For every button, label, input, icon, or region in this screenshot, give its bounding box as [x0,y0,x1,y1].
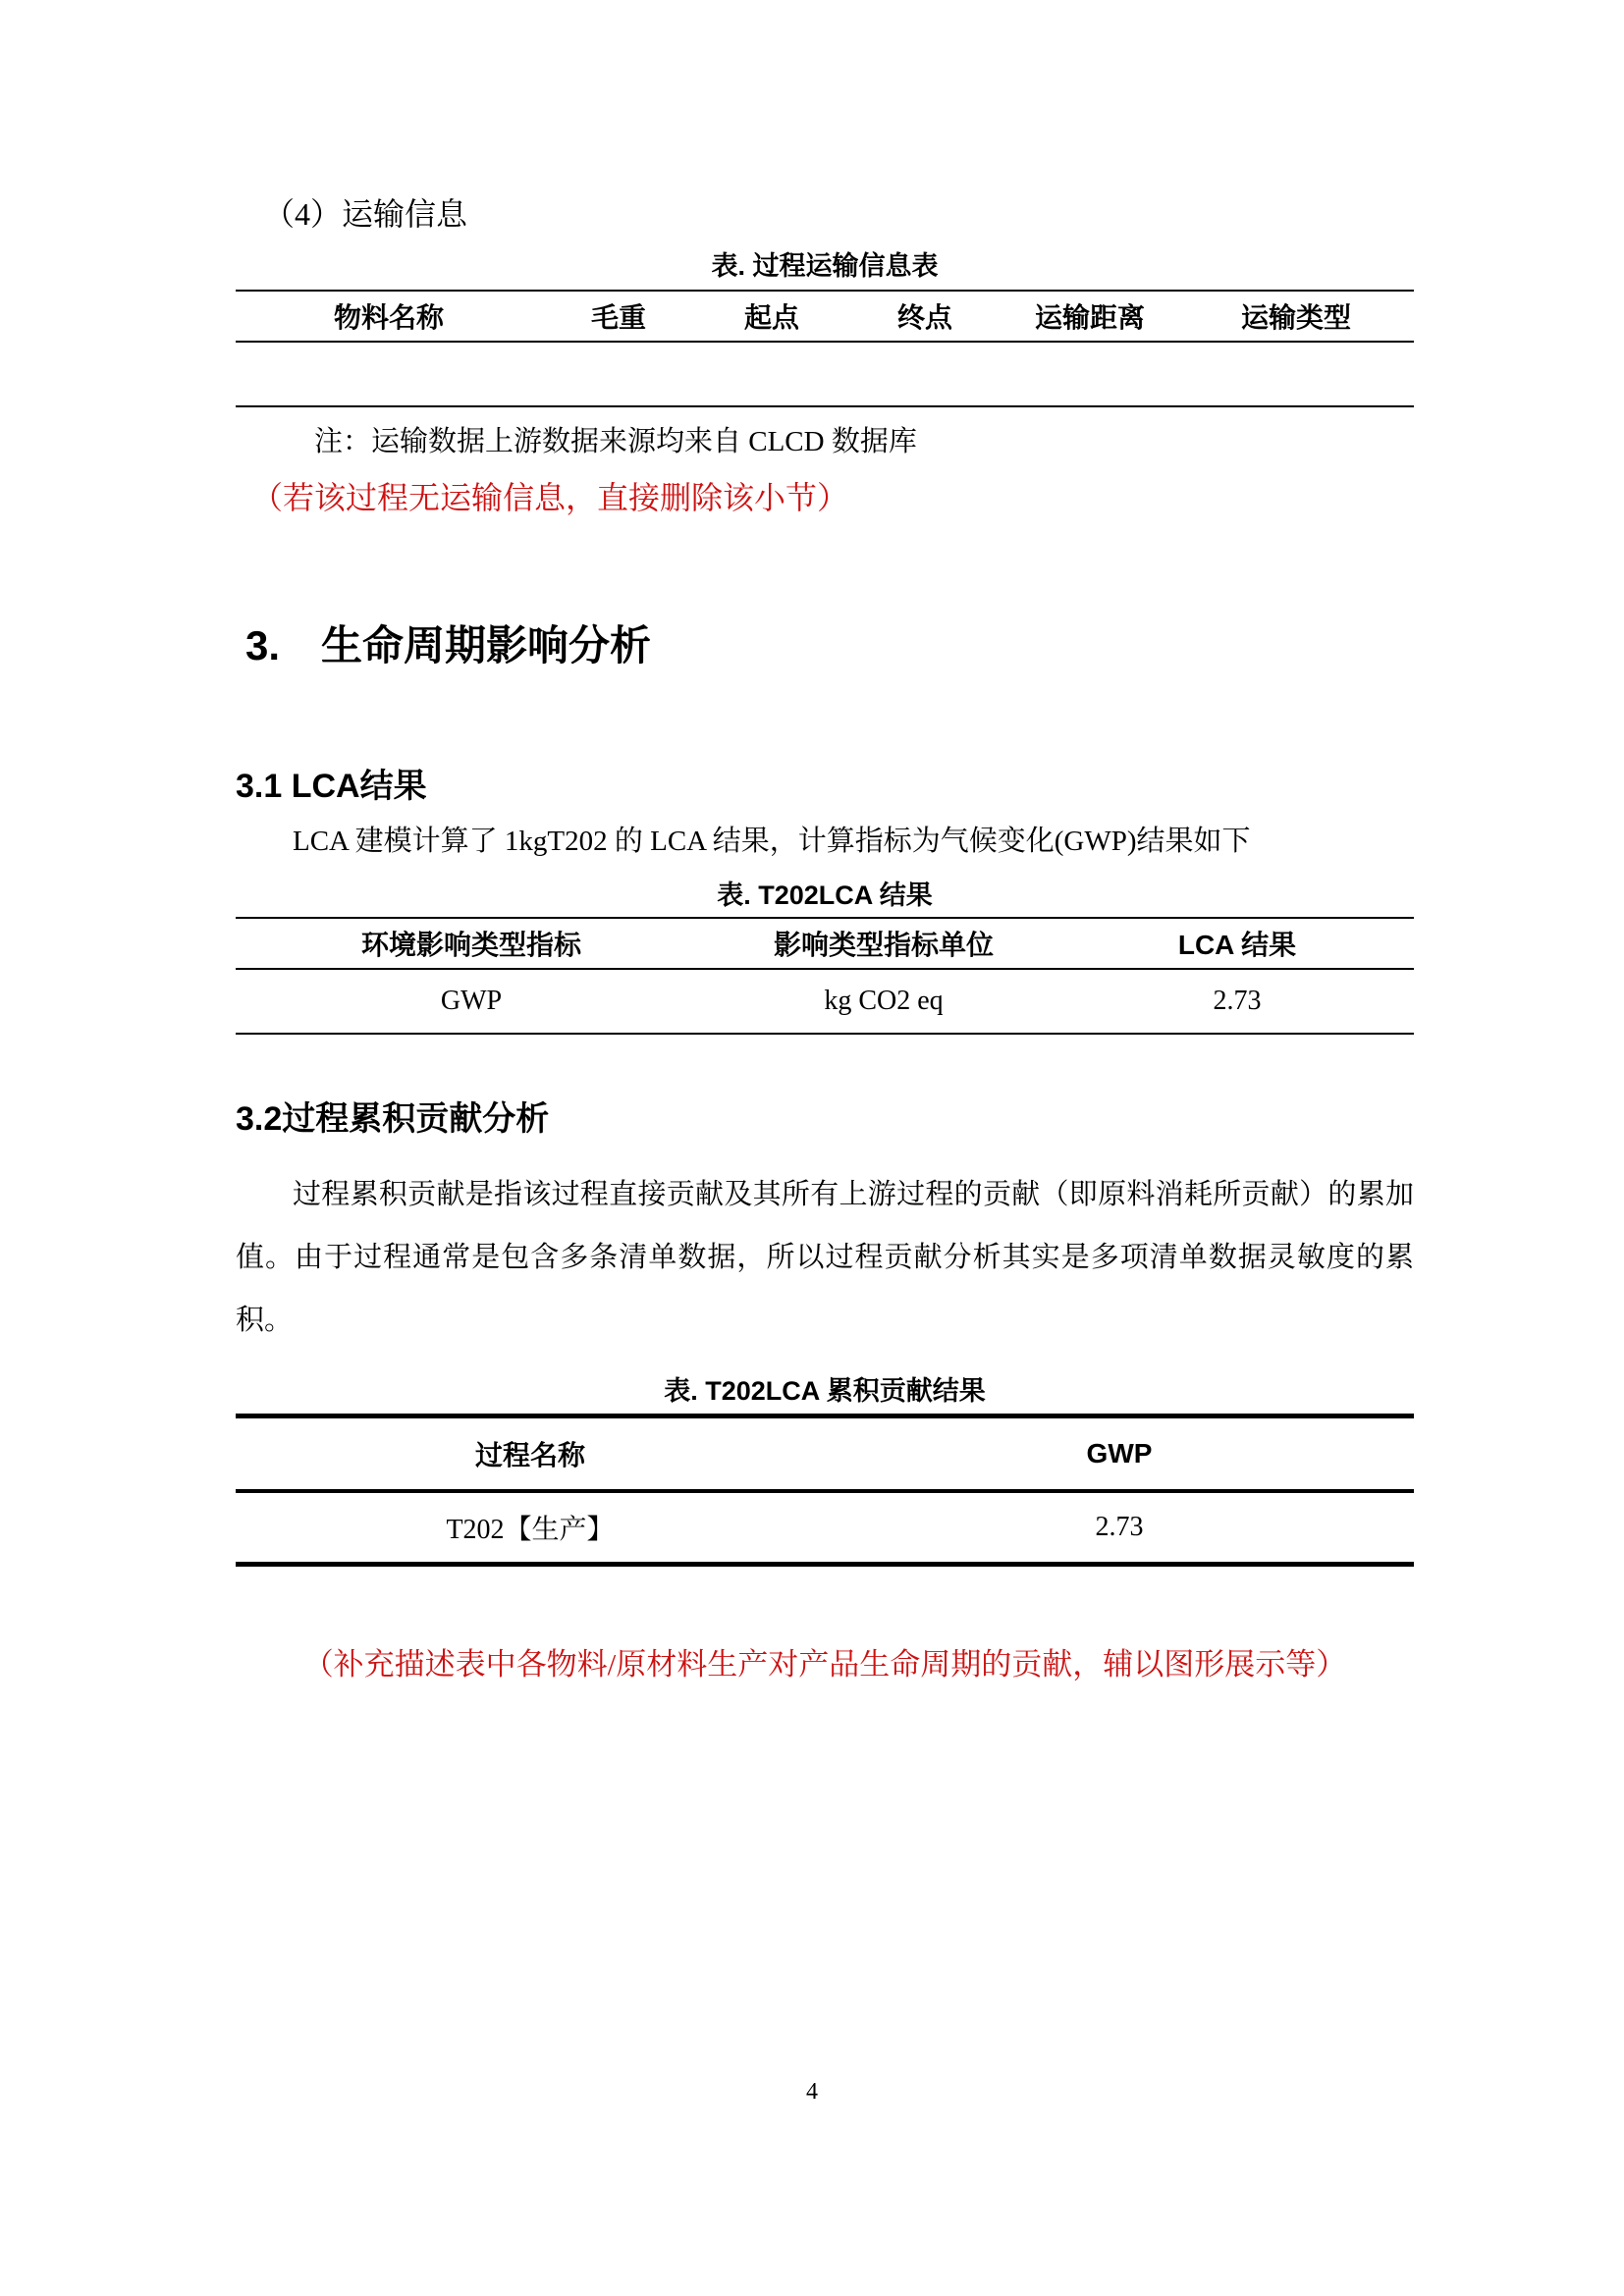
lca-result-table [236,917,1414,1035]
col-header-indicator-unit: 影响类型指标单位 [773,930,994,961]
page-number: 4 [806,2079,818,2105]
contribution-table-caption: 表. T202LCA 累积贡献结果 [664,1375,986,1406]
col-header-process-name: 过程名称 [474,1439,585,1470]
cell-indicator: GWP [440,986,503,1017]
contribution-table [236,1414,1414,1567]
page-content [236,0,1414,1685]
lca-result-table-body [236,969,1414,1034]
col-header-impact-indicator: 环境影响类型指标 [360,930,581,961]
cell-gwp-value: 2.73 [1095,1511,1144,1542]
transport-red-note: （若该过程无运输信息，直接删除该小节） [251,480,849,516]
table-header-row [236,918,1414,969]
transport-table-caption: 表. 过程运输信息表 [711,250,939,281]
transport-note: 注：运输数据上游数据来源均来自 CLCD 数据库 [314,425,917,457]
impact-analysis-heading: 3. 生命周期影响分析 [245,622,652,669]
transport-section-heading: （4）运输信息 [263,196,468,232]
contribution-heading: 3.2过程累积贡献分析 [236,1100,550,1139]
lca-result-heading: 3.1 LCA结果 [236,767,427,805]
col-header-transport-type: 运输类型 [1240,301,1351,333]
table-header-row [236,291,1414,342]
cell-value: 2.73 [1213,986,1262,1017]
contribution-table-header [236,1415,1414,1491]
col-header-origin: 起点 [743,301,799,333]
col-header-gross-weight: 毛重 [590,301,646,333]
transport-table-body [236,342,1414,406]
lca-result-paragraph: LCA 建模计算了 1kgT202 的 LCA 结果，计算指标为气候变化(GWP)结果如下 [293,825,1251,857]
col-header-material-name: 物料名称 [333,301,444,333]
col-header-destination: 终点 [896,301,952,333]
table-header-row [236,1415,1414,1491]
lca-result-table-caption: 表. T202LCA 结果 [717,881,933,911]
col-header-transport-distance: 运输距离 [1034,301,1145,333]
cell-unit: kg CO2 eq [824,986,944,1017]
col-header-lca-result: LCA 结果 [1177,930,1297,961]
cell-process-name: T202【生产】 [446,1514,615,1545]
contribution-paragraph: 过程累积贡献是指该过程直接贡献及其所有上游过程的贡献（即原料消耗所贡献）的累加值。由于过程通常是包含多条清单数据，所以过程贡献分析其实是多项清单数据灵敏度的累积。 [236,1179,1414,1336]
table-row [236,969,1414,1034]
contribution-red-note: （补充描述表中各物料/原材料生产对产品生命周期的贡献，辅以图形展示等） [302,1646,1347,1682]
transport-table-header [236,291,1414,342]
transport-table [236,290,1414,407]
lca-result-table-header [236,918,1414,969]
transport-table-empty-body [236,342,1414,406]
table-row [236,1491,1414,1565]
contribution-table-body [236,1491,1414,1565]
table-empty-row [236,342,1414,406]
col-header-gwp: GWP [1086,1437,1153,1468]
